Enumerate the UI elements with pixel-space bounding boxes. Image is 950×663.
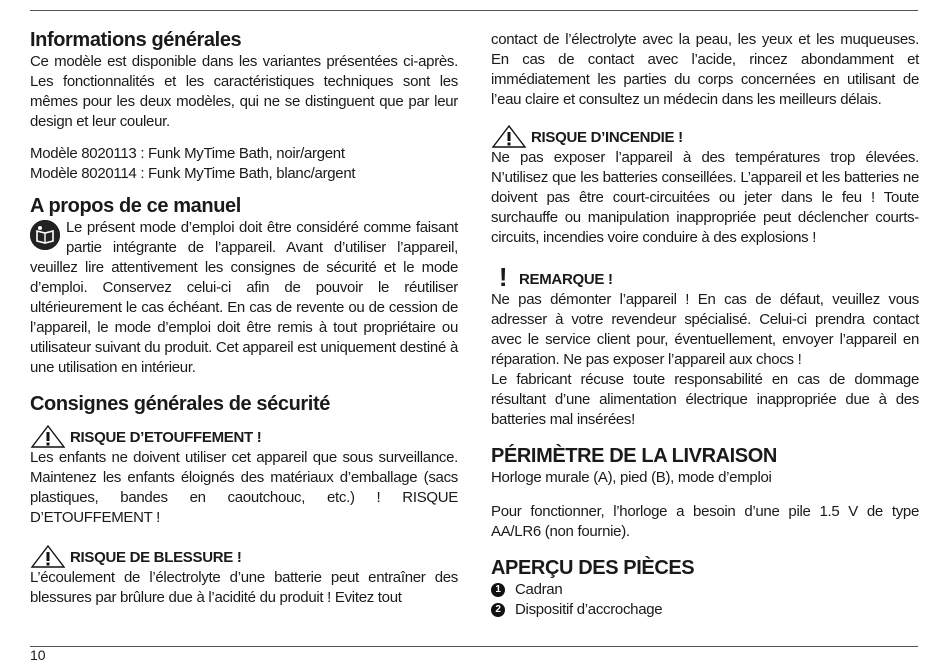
paragraph-injury: L’écoulement de l’électrolyte d’une batterie peut entraîner des blessures par brûlure due à l’acidité du produit ! Evitez tout [30, 569, 458, 606]
top-rule [30, 10, 918, 11]
heading-safety: Consignes générales de sécurité [30, 393, 330, 415]
warning-triangle-icon [30, 424, 66, 448]
heading-about-manual: A propos de ce manuel [30, 195, 241, 217]
bottom-rule [30, 646, 918, 647]
paragraph-delivery: Horloge murale (A), pied (B), mode d’emploi [491, 469, 772, 486]
list-item [491, 600, 919, 620]
parts-list [491, 580, 919, 620]
heading-risk-injury [30, 544, 458, 568]
warning-triangle-icon [491, 124, 527, 148]
left-column [30, 28, 458, 608]
right-column [491, 30, 919, 620]
heading-delivery: PÉRIMÈTRE DE LA LIVRAISON [491, 445, 777, 467]
warning-triangle-icon [30, 544, 66, 568]
part-number-badge: 2 [491, 603, 505, 617]
read-manual-icon [30, 220, 60, 250]
risk-suffocation-label: RISQUE D’ETOUFFEMENT ! [70, 429, 262, 446]
paragraph-note-2: Le fabricant récuse toute responsabilité en cas de dommage résultant d’une alimentation électrique inappropriée due à des batteries mal insérées! [491, 371, 919, 428]
paragraph-suffocation: Les enfants ne doivent utiliser cet appareil que sous surveillance. Maintenez les enfants éloignés des matériaux d’emballage (sacs plastiques, bandes en caoutchouc, etc.) ! RISQUE D’ETOUFFEMENT ! [30, 449, 458, 526]
model-line-2: Modèle 8020114 : Funk MyTime Bath, blanc/argent [30, 165, 356, 182]
risk-fire-label: RISQUE D’INCENDIE ! [531, 129, 683, 146]
heading-risk-fire [491, 124, 919, 148]
list-item [491, 580, 919, 600]
paragraph-injury-continued: contact de l’électrolyte avec la peau, les yeux et les muqueuses. En cas de contact avec l’acide, rincez abondamment et immédiatement les parties du corps concernées en utilisant de l’eau claire et consultez un médecin dans les meilleurs délais. [491, 31, 919, 108]
part-number-badge: 1 [491, 583, 505, 597]
paragraph-about-manual: Le présent mode d’emploi doit être considéré comme faisant partie intégrante de l’appareil. Avant d’utiliser l’appareil, veuillez lire attentivement les consignes de sécurité et le mode d’emploi. Conservez celui-ci afin de pouvoir le réutiliser ultérieurement le cas échéant. En cas de revente ou de cession de l’appareil, le mode d’emploi doit être remis à tout propriétaire ou utilisateur suivant du produit. Cet appareil est uniquement destiné à une utilisation en intérieur. [30, 219, 458, 376]
paragraph-note-1: Ne pas démonter l’appareil ! En cas de défaut, veuillez vous adresser à votre revendeur spécialisé. Celui-ci prendra contact avec le service client pour, éventuellement, envoyer l’appareil en réparation. Ne pas exposer l’appareil aux chocs ! [491, 291, 919, 368]
paragraph-battery: Pour fonctionner, l’horloge a besoin d’une pile 1.5 V de type AA/LR6 (non fournie). [491, 503, 919, 540]
heading-note [491, 262, 919, 292]
paragraph-general-info: Ce modèle est disponible dans les variantes présentées ci-après. Les fonctionnalités et les caractéristiques techniques sont les mêmes pour les deux modèles, qui ne se distinguent que par leur design et leur couleur. [30, 53, 458, 130]
heading-parts: APERÇU DES PIÈCES [491, 557, 695, 579]
page-number: 10 [30, 647, 46, 663]
heading-risk-suffocation [30, 424, 458, 448]
manual-block [30, 218, 458, 378]
risk-injury-label: RISQUE DE BLESSURE ! [70, 549, 242, 566]
heading-general-info: Informations générales [30, 29, 242, 51]
exclamation-icon: ! [498, 262, 508, 292]
note-label: REMARQUE ! [519, 271, 613, 288]
part-label: Dispositif d’accrochage [515, 601, 663, 618]
model-line-1: Modèle 8020113 : Funk MyTime Bath, noir/argent [30, 145, 345, 162]
part-label: Cadran [515, 581, 563, 598]
paragraph-fire: Ne pas exposer l’appareil à des températures trop élevées. N’utilisez que les batteries conseillées. L’appareil et les batteries ne doivent pas être court-circuitées ou jeter dans le feu ! Toute surchauffe ou manipulation inappropriée peut déclencher courts-circuits, incendies voire conduire à des explosions ! [491, 149, 919, 246]
